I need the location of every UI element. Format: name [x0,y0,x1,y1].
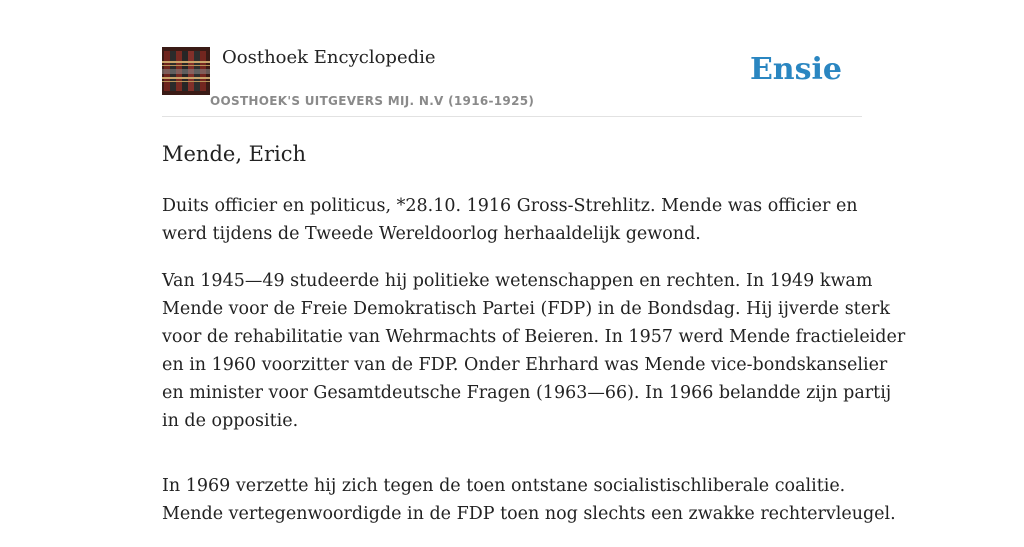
ensie-logo-link[interactable]: Ensie [749,52,842,87]
text-line: Mende voor de Freie Demokratisch Partei (FDP) in de Bondsdag. Hij ijverde sterk [162,299,891,319]
text-line: en minister voor Gesamtdeutsche Fragen (1963—66). In 1966 belandde zijn partij [162,383,892,403]
article-title: Mende, Erich [162,142,307,166]
text-line: Mende vertegenwoordigde in de FDP toen nog slechts een zwakke rechtervleugel. [162,504,896,524]
text-line: In 1969 verzette hij zich tegen de toen ontstane socialistischliberale coalitie. [162,476,846,496]
article-body [162,192,906,547]
text-line: in de oppositie. [162,411,299,431]
text-line: voor de rehabilitatie van Wehrmachts of Beieren. In 1957 werd Mende fractieleider [162,327,906,347]
paragraph-3 [162,472,896,528]
paragraph-2 [162,267,906,435]
publisher-label: OOSTHOEK'S UITGEVERS MIJ. N.V (1916-1925) [210,94,535,108]
source-title[interactable]: Oosthoek Encyclopedie [222,47,436,68]
text-line: en in 1960 voorzitter van de FDP. Onder Ehrhard was Mende vice-bondskanselier [162,355,888,375]
text-line: Van 1945—49 studeerde hij politieke wetenschappen en rechten. In 1949 kwam [162,271,873,291]
encyclopedia-books-icon[interactable] [162,47,210,95]
paragraph-1 [162,192,862,248]
text-line: werd tijdens de Tweede Wereldoorlog herhaaldelijk gewond. [162,224,701,244]
text-line: Duits officier en politicus, *28.10. 1916 Gross-Strehlitz. Mende was officier en [162,196,858,216]
header [162,46,862,117]
page [162,0,906,524]
